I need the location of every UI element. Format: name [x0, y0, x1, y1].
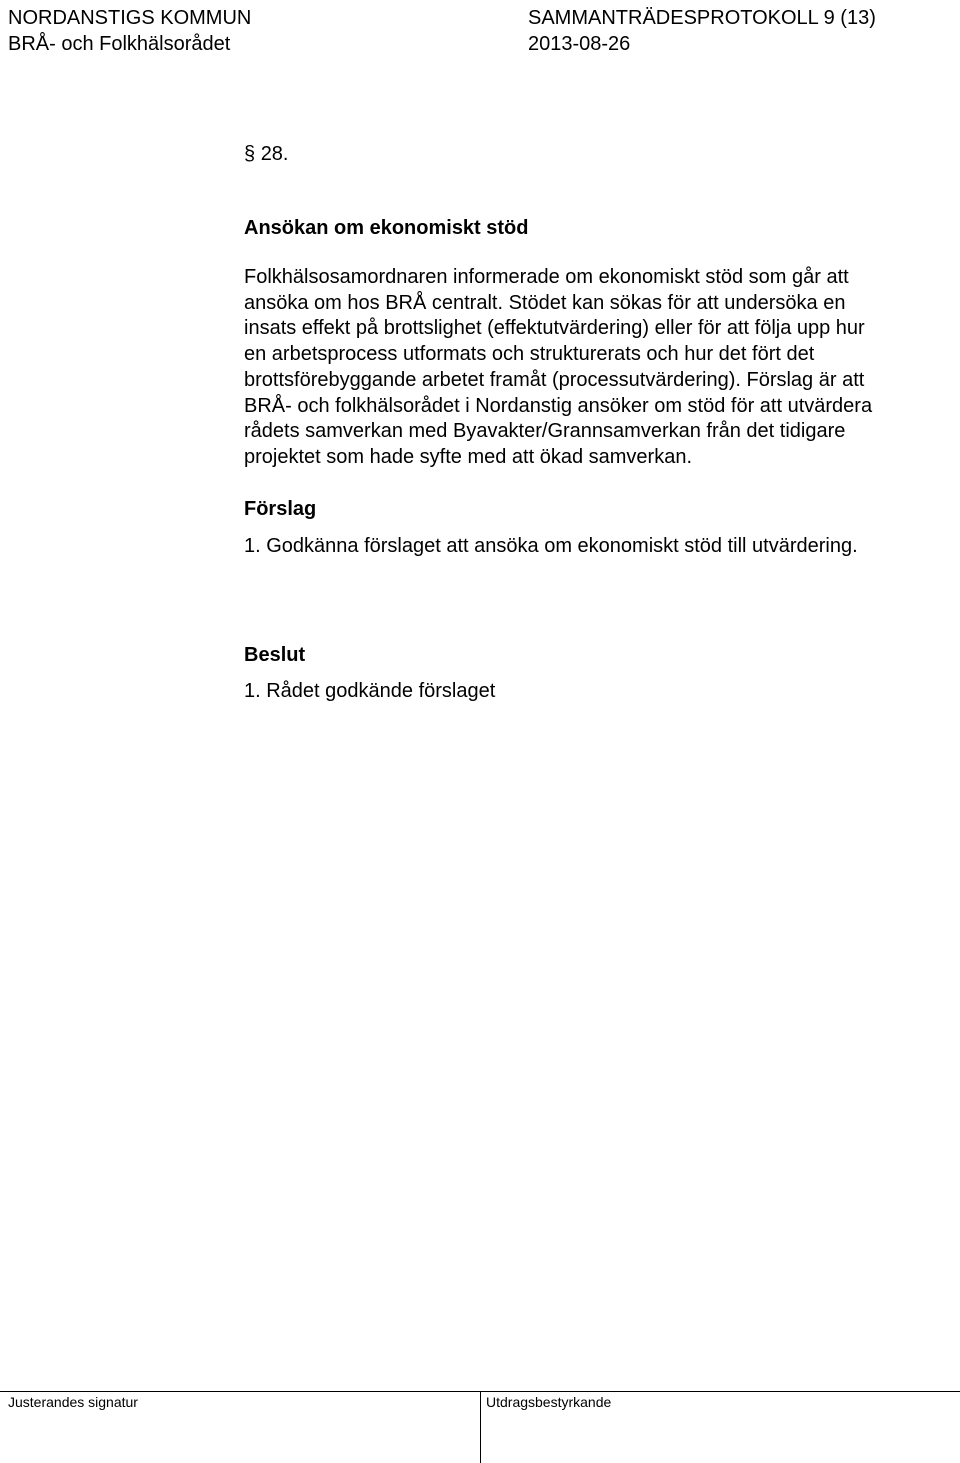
- body-line: insats effekt på brottslighet (effektutvärdering) eller för att följa upp hur: [244, 317, 865, 340]
- body-line: Folkhälsosamordnaren informerade om ekonomiskt stöd som går att: [244, 266, 849, 288]
- proposal-item: 1. Godkänna förslaget att ansöka om ekonomiskt stöd till utvärdering.: [244, 535, 858, 557]
- section-number-value: 28.: [260, 143, 289, 165]
- document-type: SAMMANTRÄDESPROTOKOLL: [528, 7, 819, 29]
- body-line: rådets samverkan med Byavakter/Grannsamverkan från det tidigare: [244, 420, 846, 443]
- section-title: Ansökan om ekonomiskt stöd: [244, 217, 529, 239]
- decision-heading: Beslut: [244, 644, 306, 666]
- footer-vertical-divider: [480, 1391, 481, 1463]
- body-line: ansöka om hos BRÅ centralt. Stödet kan sökas för att undersöka en: [244, 291, 846, 314]
- meeting-date: 2013-08-26: [528, 33, 631, 55]
- section-number: § 28.: [244, 143, 289, 165]
- board-name: BRÅ- och Folkhälsorådet: [8, 33, 231, 55]
- proposal-heading: Förslag: [244, 498, 317, 520]
- certification-label: Utdragsbestyrkande: [486, 1394, 612, 1410]
- organization-name: NORDANSTIGS KOMMUN: [8, 7, 252, 29]
- document-type-and-page: [528, 6, 876, 30]
- page-number: 9 (13): [823, 7, 876, 29]
- body-line: BRÅ- och folkhälsorådet i Nordanstig ansöker om stöd för att utvärdera: [244, 394, 873, 417]
- section-body: [244, 265, 944, 471]
- decision-item: 1. Rådet godkände förslaget: [244, 680, 496, 702]
- signature-label: Justerandes signatur: [8, 1394, 138, 1410]
- body-line: en arbetsprocess utformats och strukturerats och hur det fört det: [244, 343, 815, 366]
- body-line: projektet som hade syfte med att ökad samverkan.: [244, 445, 692, 468]
- body-line: brottsförebyggande arbetet framåt (processutvärdering). Förslag är att: [244, 368, 865, 391]
